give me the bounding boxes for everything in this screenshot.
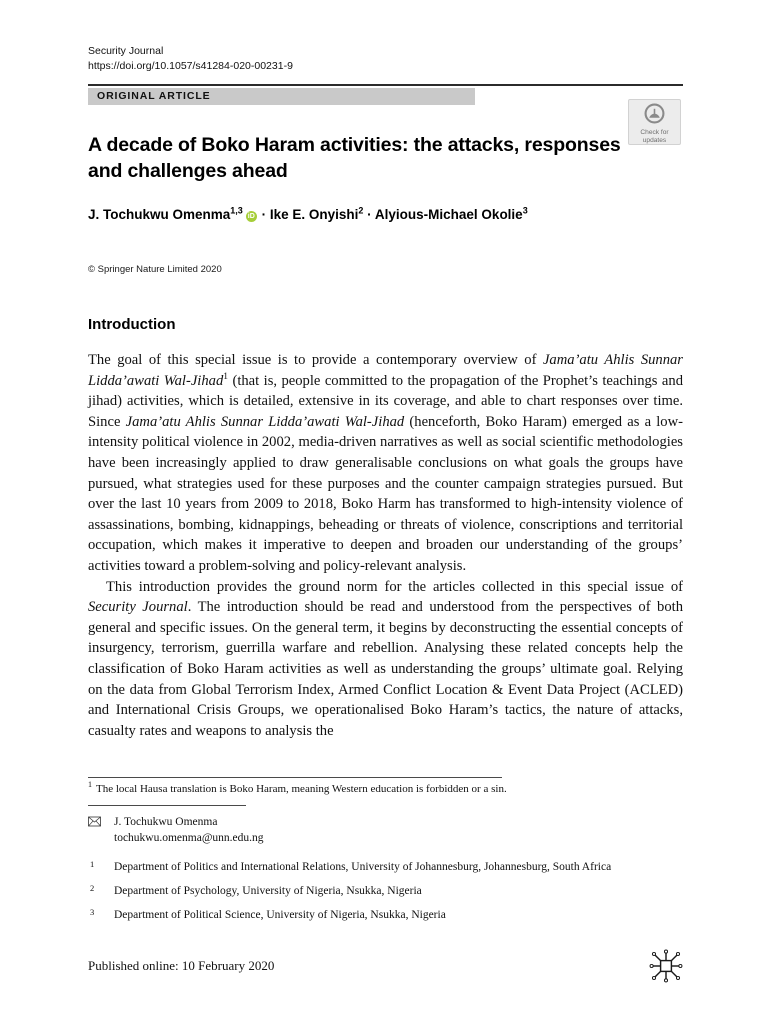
journal-metadata xyxy=(88,44,293,73)
author-affiliation-marks: 2 xyxy=(358,205,364,216)
footnote-text: The local Hausa translation is Boko Haram, meaning Western education is forbidden or a sin. xyxy=(96,783,507,795)
p1-italic-term: Jama’atu Ahlis Sunnar Lidda’awati Wal-Jihad xyxy=(125,413,405,430)
author-affiliation-marks: 3 xyxy=(522,205,528,216)
correspondence-rule xyxy=(88,805,246,806)
p1-segment: The goal of this special issue is to provide a contemporary overview of xyxy=(88,352,543,368)
article-type-label: ORIGINAL ARTICLE xyxy=(97,90,211,102)
p1-segment: (henceforth, Boko Haram) emerged as a low-intensity political violence in 2002, media-driven narratives as well as social scientific methodologies have been increasingly applied to draw generalisable conclusions on what goals the groups have pursued, what strategies used for these purposes and the counter campaign strategies pursued. But over the last 10 years from 2009 to 2018, Boko Harm has transformed to high-intensity violence of assassinations, bombing, kidnappings, beheading or threats of violence, conscriptions and territorial occupation, which makes it imperative to deepen and broaden our understanding of the groups’ activities toward a problem-solving and policy-relevant analysis. xyxy=(88,413,683,574)
p2-segment: This introduction provides the ground norm for the articles collected in this special issue of xyxy=(106,578,683,595)
author-list xyxy=(88,206,688,224)
author-name: J. Tochukwu Omenma xyxy=(88,207,231,222)
copyright-line: © Springer Nature Limited 2020 xyxy=(88,264,222,275)
affiliation-list xyxy=(88,860,683,923)
crossmark-line-2: updates xyxy=(642,136,667,144)
correspondence-block xyxy=(88,815,588,846)
check-for-updates-badge[interactable] xyxy=(628,99,681,145)
author-name: Ike E. Onyishi xyxy=(269,207,359,222)
author-affiliation-marks: 1,3 xyxy=(230,205,243,216)
article-title: A decade of Boko Haram activities: the attacks, responses and challenges ahead xyxy=(88,134,621,182)
affiliation-item xyxy=(88,884,683,899)
author-separator: · xyxy=(261,207,267,222)
corresponding-author-email[interactable]: tochukwu.omenma@unn.edu.ng xyxy=(114,831,264,844)
affiliation-text: Department of Political Science, University of Nigeria, Nsukka, Nigeria xyxy=(114,909,446,921)
crossmark-line-1: Check for xyxy=(640,129,669,136)
corresponding-author-name: J. Tochukwu Omenma xyxy=(114,816,218,828)
affiliation-item xyxy=(88,908,683,923)
affiliation-item xyxy=(88,860,683,875)
p2-segment: . The introduction should be read and understood from the perspectives of both general and specific issues. On the general term, it begins by deconstructing the essential concepts of insurgency, terrorism, guerrilla warfare and rebellion. Analysing these related concepts help the classification of Boko Haram activities as well as understanding the groups’ ultimate goal. Relying on the data from Global Terrorism Index, Armed Conflict Location & Event Data Project (ACLED) and International Crisis Groups, we operationalised Boko Haram’s tactics, the nature of attacks, casualty rates and weapons to analysis the xyxy=(88,599,683,739)
p1-segment: (that is, people committed to the propagation of the Prophet’s teachings and jihad) activities, which is detailed, extensive in its coverage, and able to chart responses over time. Since xyxy=(88,372,683,430)
p1-italic-term: Jama’atu Ahlis Sunnar Lidda’awati Wal-Jihad xyxy=(88,352,683,389)
author-name: Alyious-Michael Okolie xyxy=(374,207,523,222)
footnote-reference[interactable]: 1 xyxy=(223,371,229,382)
footnote-rule xyxy=(88,777,502,778)
banner-rule xyxy=(88,84,683,86)
affiliation-text: Department of Psychology, University of Nigeria, Nsukka, Nigeria xyxy=(114,885,422,897)
journal-doi[interactable]: https://doi.org/10.1057/s41284-020-00231-9 xyxy=(88,59,293,72)
footnote-entry xyxy=(88,782,683,797)
crossmark-icon xyxy=(644,103,665,124)
published-date: Published online: 10 February 2020 xyxy=(88,958,275,973)
paragraph-1 xyxy=(88,350,683,577)
p2-italic-term: Security Journal xyxy=(88,599,188,616)
journal-name: Security Journal xyxy=(88,45,164,57)
affiliation-text: Department of Politics and International Relations, University of Johannesburg, Johannesburg, South Africa xyxy=(114,861,612,873)
affiliation-number: 1 xyxy=(90,859,95,869)
envelope-icon xyxy=(88,816,101,827)
affiliation-number: 3 xyxy=(90,907,95,917)
orcid-icon[interactable]: iD xyxy=(247,213,255,220)
paragraph-2 xyxy=(88,577,683,742)
section-heading-introduction: Introduction xyxy=(88,316,176,333)
palgrave-macmillan-logo-icon xyxy=(648,948,684,984)
affiliation-number: 2 xyxy=(90,883,95,893)
footnote-number: 1 xyxy=(88,780,92,790)
author-separator: · xyxy=(367,207,372,222)
body-text xyxy=(88,350,683,741)
